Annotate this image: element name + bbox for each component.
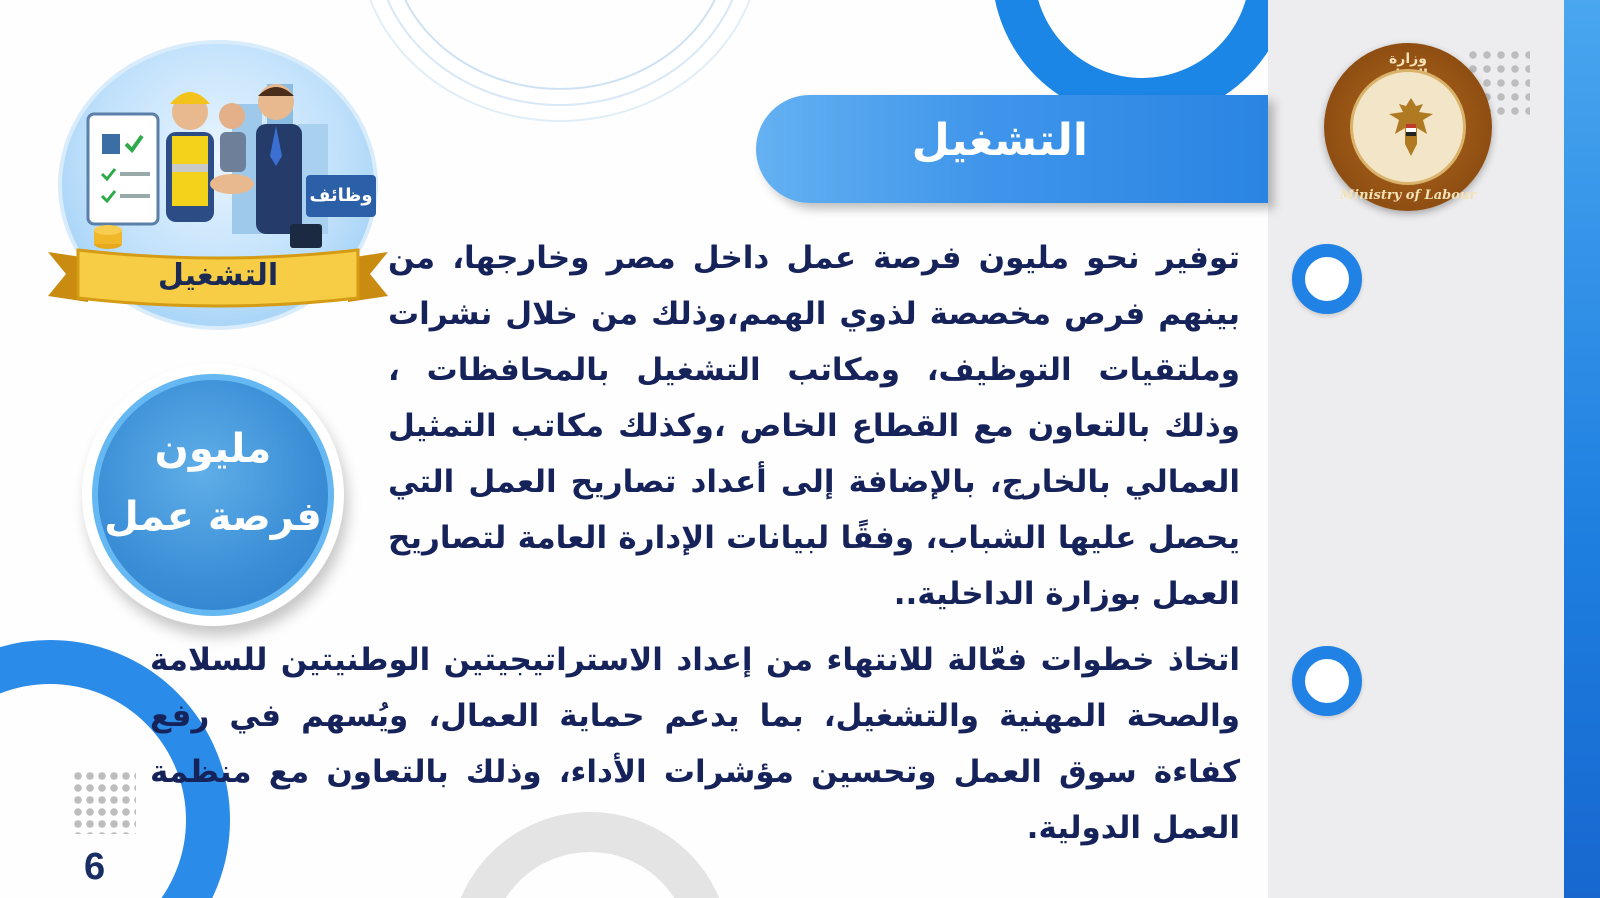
- illustration-label: التشغيل: [157, 258, 279, 293]
- employment-illustration: [48, 30, 388, 340]
- bullet-ring-2-icon: [1292, 646, 1362, 716]
- logo-english-text: Ministry of Labour: [1339, 188, 1477, 203]
- highlight-line-2: فرصة عمل: [104, 494, 322, 540]
- logo-arabic-text: وزارة: [1389, 51, 1427, 67]
- decorative-concentric-lines: [390, 0, 730, 90]
- highlight-line-1: مليون: [154, 426, 272, 472]
- bullet-ring-1-icon: [1292, 244, 1362, 314]
- ministry-logo: [1324, 43, 1492, 211]
- logo-emblem: [1350, 69, 1466, 185]
- eagle-icon: [1383, 94, 1439, 160]
- page-title: التشغيل: [911, 115, 1088, 166]
- footer-dot-grid: [72, 770, 136, 834]
- highlight-circle: [82, 364, 344, 626]
- title-banner: [756, 95, 1268, 203]
- paragraph-strategies: اتخاذ خطوات فعّالة للانتهاء من إعداد الاستراتيجيتين الوطنيتين للسلامة والصحة المهنية والتشغيل، بما يدعم حماية العمال، ويُسهم في رفع كفاءة سوق العمل وتحسين مؤشرات الأداء، وذلك بالتعاون مع منظمة العمل الدولية.: [150, 642, 1240, 846]
- page-number: 6: [84, 846, 106, 888]
- jobs-sign: وظائف: [306, 175, 376, 217]
- paragraph-employment: توفير نحو مليون فرصة عمل داخل مصر وخارجها، من بينهم فرص مخصصة لذوي الهمم،وذلك من خلال نشرات وملتقيات التوظيف، ومكاتب التشغيل بالمحافظات ، وذلك بالتعاون مع القطاع الخاص ،وكذلك مكاتب التمثيل العمالي بالخارج، بالإضافة إلى أعداد تصاريح العمل التي يحصل عليها الشباب، وفقًا لبيانات الإدارة العامة لتصاريح العمل بوزارة الداخلية..: [388, 240, 1240, 612]
- right-blue-strip: [1564, 0, 1600, 898]
